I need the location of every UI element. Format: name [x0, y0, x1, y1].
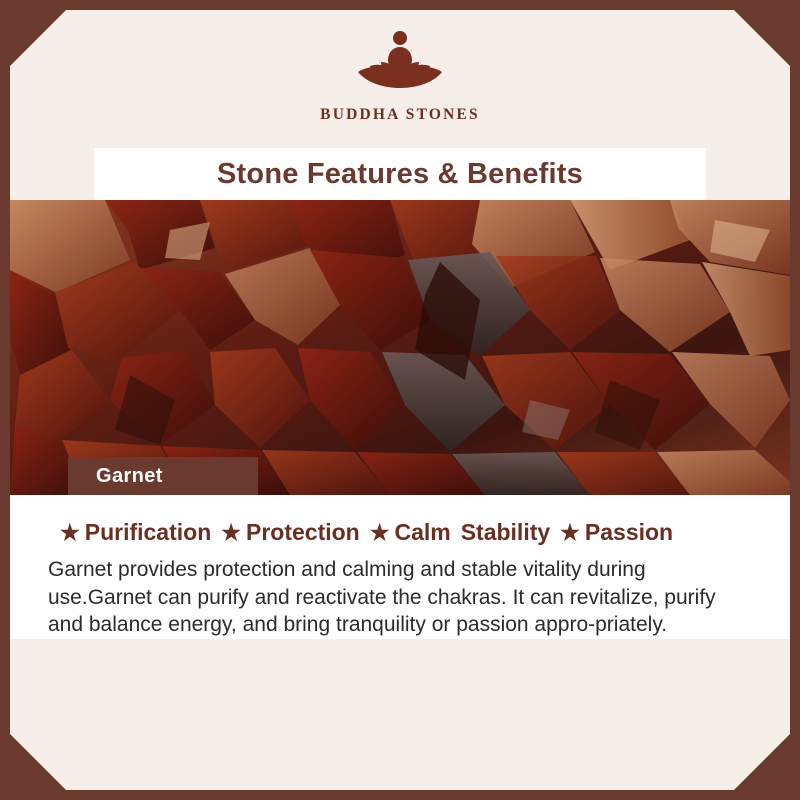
star-icon: ★ — [221, 519, 241, 545]
brand-name: BUDDHA STONES — [320, 106, 480, 123]
keyword-item — [221, 519, 359, 546]
keyword-label: Passion — [584, 519, 674, 545]
stone-name: Garnet — [96, 464, 163, 487]
card-inner — [10, 10, 790, 790]
keyword-label: Purification — [84, 519, 212, 545]
keyword-item — [370, 519, 451, 546]
keyword-label: Calm — [394, 519, 451, 545]
keyword-item — [461, 519, 550, 546]
star-icon: ★ — [369, 519, 390, 545]
corner-accent-bottom-left — [10, 734, 66, 790]
hero-caption-tab — [68, 457, 258, 495]
star-icon: ★ — [560, 519, 580, 545]
star-icon: ★ — [60, 519, 80, 545]
description-text: Garnet provides protection and calming and stable vitality during use.Garnet can purify and reactivate the chakras. It can revitalize, purify and balance energy, and bring tranquility or passion appro-priately. — [48, 558, 716, 637]
section-title-banner — [94, 148, 706, 200]
keyword-list — [38, 519, 762, 546]
brand-header — [10, 10, 790, 148]
page-title: Stone Features & Benefits — [217, 157, 583, 190]
benefits-section — [10, 495, 790, 639]
keyword-item — [560, 519, 673, 546]
hero-image — [10, 200, 790, 495]
corner-accent-bottom-right — [734, 734, 790, 790]
corner-accent-top-right — [734, 10, 790, 66]
corner-accent-top-left — [10, 10, 66, 66]
lotus-meditation-icon — [340, 24, 460, 102]
keyword-label: Stability — [460, 519, 551, 545]
keyword-label: Protection — [245, 519, 360, 545]
keyword-item — [60, 519, 211, 546]
